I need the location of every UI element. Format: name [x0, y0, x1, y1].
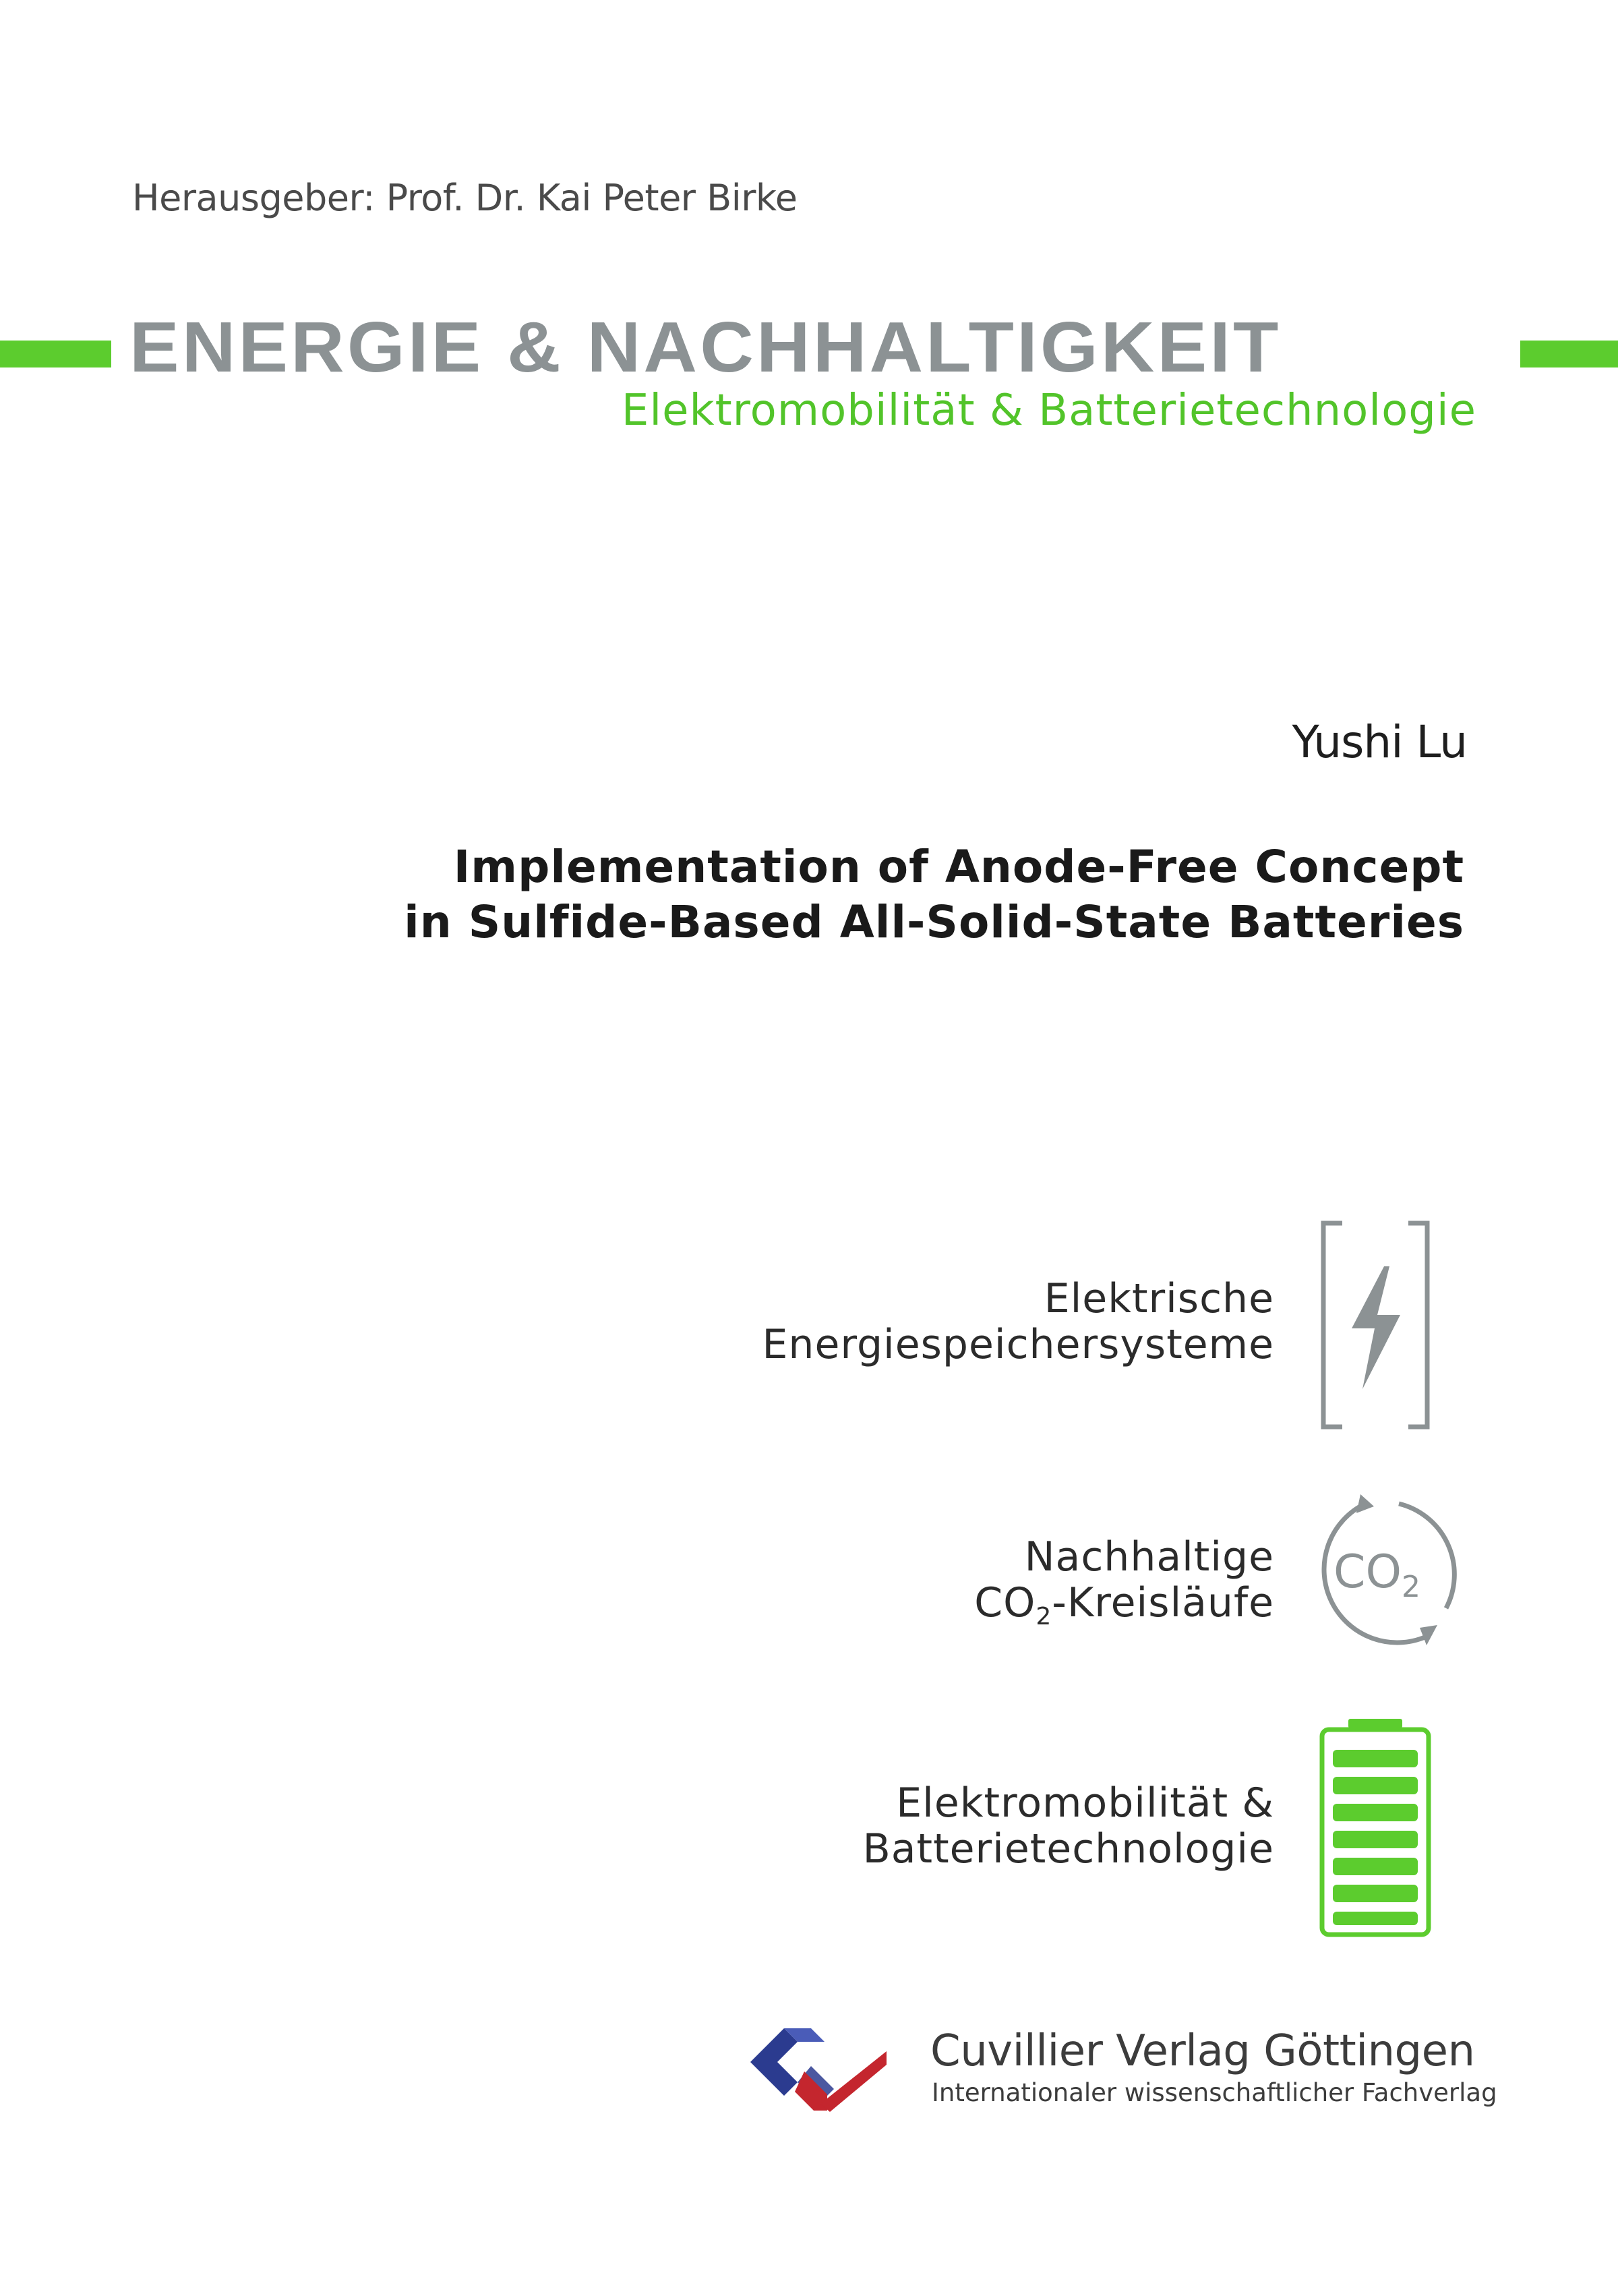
cuvillier-logo — [745, 2024, 890, 2115]
topic-energy-storage-line-2: Energiespeichersysteme — [762, 1321, 1274, 1368]
topic-e-mobility-line-2: Batterietechnologie — [862, 1825, 1274, 1873]
publisher-tagline: Internationaler wissenschaftlicher Fachverlag — [932, 2078, 1497, 2107]
topic-energy-storage-line-1: Elektrische — [1044, 1275, 1274, 1322]
topic-co2-cycles-line-2: $CO_2$-Kreisläufe — [974, 1579, 1274, 1630]
publisher-name: Cuvillier Verlag Göttingen — [930, 2026, 1475, 2076]
editor-line: Herausgeber: Prof. Dr. Kai Peter Birke — [132, 177, 798, 219]
co2-cycle-icon — [1301, 1490, 1470, 1659]
topic-co2-cycles-line-1: Nachhaltige — [1024, 1533, 1274, 1581]
topic-e-mobility — [863, 1780, 1274, 1872]
series-accent-bar-right — [1520, 341, 1618, 367]
battery-icon — [1318, 1716, 1433, 1939]
series-subtitle: Elektromobilität & Batterietechnologie — [621, 386, 1476, 436]
series-accent-bar-left — [0, 341, 111, 367]
series-title: ENERGIE & NACHHALTIGKEIT — [129, 307, 1282, 387]
book-title-line-2: in Sulfide-Based All-Solid-State Batteries — [404, 896, 1464, 948]
topic-energy-storage — [762, 1276, 1275, 1367]
lightning-bracket-icon — [1318, 1220, 1433, 1430]
author-name: Yushi Lu — [1292, 716, 1467, 768]
co2-icon-label: $CO_2$ — [1334, 1546, 1421, 1604]
topic-e-mobility-line-1: Elektromobilität & — [896, 1779, 1274, 1827]
book-title-line-1: Implementation of Anode-Free Concept — [453, 841, 1464, 893]
book-title — [404, 840, 1464, 950]
topic-co2-cycles — [974, 1534, 1274, 1640]
